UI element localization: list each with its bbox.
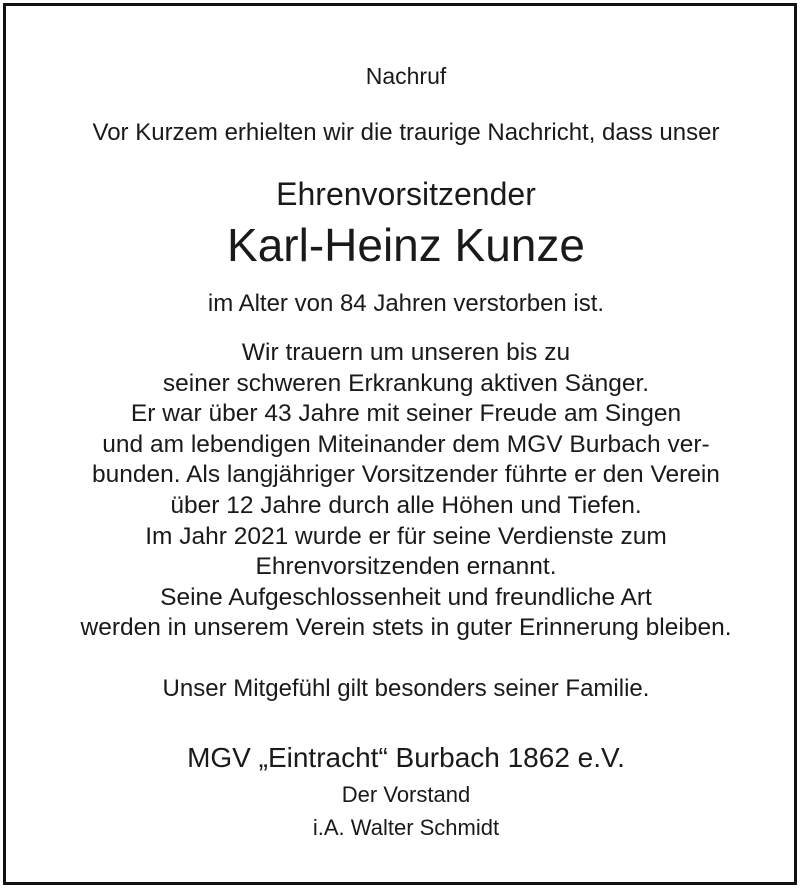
deceased-name: Karl-Heinz Kunze bbox=[227, 219, 585, 271]
tribute-line: Seine Aufgeschlossenheit und freundliche Art bbox=[160, 583, 652, 611]
honorary-title: Ehrenvorsitzender bbox=[276, 176, 536, 212]
signatory: i.A. Walter Schmidt bbox=[312, 815, 500, 840]
obituary-notice bbox=[6, 6, 800, 888]
age-line: im Alter von 84 Jahren verstorben ist. bbox=[207, 290, 605, 317]
tribute-line: Im Jahr 2021 wurde er für seine Verdienste zum bbox=[145, 522, 667, 550]
tribute-line: seiner schweren Erkrankung aktiven Sänger. bbox=[162, 369, 650, 397]
tribute-line: und am lebendigen Miteinander dem MGV Burbach ver- bbox=[102, 430, 710, 458]
sympathy-line: Unser Mitgefühl gilt besonders seiner Familie. bbox=[162, 675, 650, 702]
tribute-line: werden in unserem Verein stets in guter Erinnerung bleiben. bbox=[80, 614, 732, 642]
tribute-line: Er war über 43 Jahre mit seiner Freude am Singen bbox=[130, 400, 682, 428]
board-signature: Der Vorstand bbox=[341, 782, 471, 807]
tribute-line: über 12 Jahre durch alle Höhen und Tiefen. bbox=[170, 491, 642, 519]
club-name: MGV „Eintracht“ Burbach 1862 e.V. bbox=[187, 742, 625, 773]
tribute-line: Ehrenvorsitzenden ernannt. bbox=[255, 553, 557, 581]
intro-sentence: Vor Kurzem erhielten wir die traurige Nachricht, dass unser bbox=[92, 119, 720, 146]
tribute-line: Wir trauern um unseren bis zu bbox=[241, 339, 571, 366]
tribute-text bbox=[6, 338, 800, 644]
notice-border bbox=[3, 3, 797, 885]
tribute-line: bunden. Als langjähriger Vorsitzender führte er den Verein bbox=[92, 461, 720, 489]
notice-heading: Nachruf bbox=[365, 63, 447, 89]
